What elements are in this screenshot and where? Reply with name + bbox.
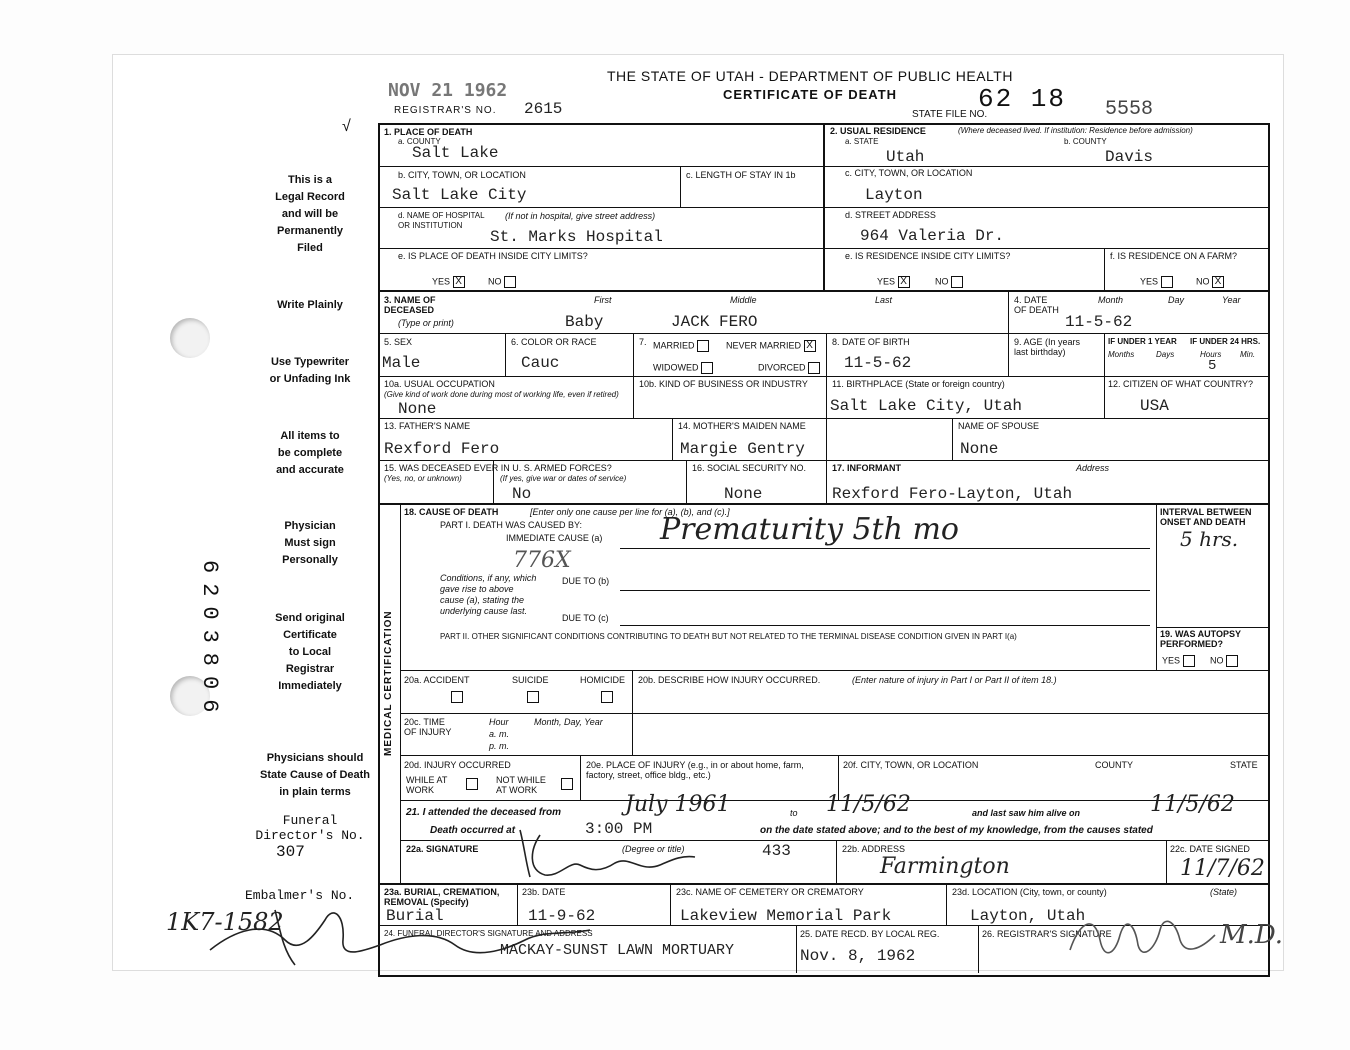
value-street-address: 964 Valeria Dr.	[860, 227, 1005, 245]
label-informant-address: Address	[1076, 463, 1110, 473]
farm-yes: YES	[1140, 276, 1173, 288]
note-complete: All items to be complete and accurate	[276, 430, 344, 476]
res-city-limits-no: NO	[935, 276, 963, 288]
check-mark: √	[342, 118, 351, 135]
value-father: Rexford Fero	[384, 440, 500, 458]
state-file-label: STATE FILE NO.	[912, 109, 988, 120]
label-date-received: 25. DATE RECD. BY LOCAL REG.	[800, 929, 940, 939]
label-hours: Hours	[1200, 350, 1222, 359]
value-city: Salt Lake City	[392, 186, 527, 204]
value-hospital: St. Marks Hospital	[490, 228, 663, 246]
label-year: Year	[1222, 295, 1241, 305]
label-location: 23d. LOCATION (City, town, or county)	[952, 887, 1107, 897]
value-cemetery: Lakeview Memorial Park	[680, 907, 892, 925]
value-occupation: None	[398, 400, 437, 418]
label-burial-date: 23b. DATE	[522, 887, 566, 897]
label-address: 22b. ADDRESS	[842, 844, 906, 854]
header-subtitle: CERTIFICATE OF DEATH	[723, 87, 898, 102]
label-ssn: 16. SOCIAL SECURITY NO.	[692, 463, 807, 473]
label-injury-city: 20f. CITY, TOWN, OR LOCATION	[843, 760, 979, 770]
state-file-number: 62 18	[978, 84, 1067, 114]
value-res-city: Layton	[865, 186, 923, 204]
label-last: Last	[875, 295, 893, 305]
label-length-of-stay: c. LENGTH OF STAY IN 1b	[686, 170, 796, 180]
label-month-day-year: Month, Day, Year	[534, 717, 603, 727]
label-suicide: SUICIDE	[512, 675, 549, 685]
label-while-at-work: WHILE AT WORK	[406, 775, 448, 795]
registrar-number: 2615	[524, 100, 563, 118]
label-under-1-year: IF UNDER 1 YEAR	[1108, 337, 1177, 346]
value-res-county: Davis	[1105, 148, 1154, 166]
label-injury-occurred: 20d. INJURY OCCURRED	[404, 760, 511, 770]
value-race: Cauc	[521, 354, 560, 372]
checkbox-while-at-work	[466, 778, 478, 790]
label-injury-state: STATE	[1230, 760, 1258, 770]
received-stamp: NOV 21 1962	[388, 80, 508, 101]
label-burial: 23a. BURIAL, CREMATION, REMOVAL (Specify)	[384, 887, 500, 907]
note-usual-residence: (Where deceased lived. If institution: Residence before admission)	[958, 126, 1193, 135]
note-cause-of-death: [Enter only one cause per line for (a), (b), and (c).]	[530, 507, 730, 517]
value-name-middle: JACK FERO	[671, 313, 758, 331]
value-last-saw: 11/5/62	[1150, 792, 1235, 817]
value-mortuary: MACKAY-SUNST LAWN MORTUARY	[500, 942, 735, 959]
value-county: Salt Lake	[412, 144, 499, 162]
label-degree: (Degree or title)	[622, 844, 685, 854]
note-injury-description: (Enter nature of injury in Part I or Part II of item 18.)	[852, 675, 1057, 685]
label-hour: Hour	[489, 717, 509, 727]
registrar-signature	[1060, 900, 1220, 970]
label-part-1: PART I. DEATH WAS CAUSED BY:	[440, 520, 583, 530]
label-interval: INTERVAL BETWEEN ONSET AND DEATH	[1160, 507, 1252, 527]
value-registrar-signature: M.D.	[1220, 920, 1284, 950]
death-city-limits-yes: YES X	[432, 276, 465, 288]
label-time-of-injury: 20c. TIME OF INJURY	[404, 717, 452, 737]
death-city-limits-no: NO	[488, 276, 516, 288]
label-months: Months	[1108, 350, 1135, 359]
label-first: First	[594, 295, 612, 305]
note-conditions: Conditions, if any, which gave rise to above cause (a), stating the underlying cause last.	[440, 573, 537, 616]
value-location: Layton, Utah	[970, 907, 1086, 925]
value-physician-number: 433	[762, 842, 791, 860]
value-birthplace: Salt Lake City, Utah	[830, 397, 1023, 415]
label-death-occurred-rest: on the date stated above; and to the best of my knowledge, from the causes stated	[760, 825, 1153, 836]
label-cause-of-death: 18. CAUSE OF DEATH	[404, 507, 499, 517]
label-cemetery: 23c. NAME OF CEMETERY OR CREMATORY	[676, 887, 864, 897]
medical-certification-label: MEDICAL CERTIFICATION	[383, 610, 394, 756]
label-attended: 21. I attended the deceased from	[406, 807, 562, 818]
label-occupation: 10a. USUAL OCCUPATION	[384, 379, 495, 389]
funeral-director-signature	[205, 890, 595, 980]
note-armed-forces: (Yes, no, or unknown)	[384, 474, 462, 483]
note-hospital: (If not in hospital, give street address)	[505, 211, 656, 221]
label-location-state: (State)	[1210, 887, 1238, 897]
label-autopsy: 19. WAS AUTOPSY PERFORMED?	[1160, 629, 1241, 649]
label-citizen: 12. CITIZEN OF WHAT COUNTRY?	[1108, 379, 1254, 389]
value-date-received: Nov. 8, 1962	[800, 947, 916, 965]
value-date-signed: 11/7/62	[1180, 856, 1265, 881]
embalmer-label: Embalmer's No.	[245, 888, 355, 903]
value-cause-code: 776X	[513, 548, 571, 573]
label-race: 6. COLOR OR RACE	[511, 337, 597, 347]
value-informant: Rexford Fero-Layton, Utah	[832, 485, 1073, 503]
marital-married: MARRIED	[653, 340, 709, 352]
label-birthplace: 11. BIRTHPLACE (State or foreign country)	[832, 379, 1005, 389]
farm-no: NO X	[1196, 276, 1224, 288]
label-middle: Middle	[730, 295, 757, 305]
value-res-state: Utah	[886, 148, 925, 166]
label-res-city: c. CITY, TOWN, OR LOCATION	[845, 168, 973, 178]
label-hospital: d. NAME OF HOSPITAL OR INSTITUTION	[398, 211, 485, 230]
note-occupation: (Give kind of work done during most of working life, even if retired)	[384, 390, 619, 399]
label-res-county: b. COUNTY	[1064, 137, 1107, 146]
value-burial-date: 11-9-62	[528, 907, 596, 925]
value-attended-to: 11/5/62	[826, 792, 911, 817]
checkbox-not-at-work	[561, 778, 573, 790]
label-registrar-signature: 26. REGISTRAR'S SIGNATURE	[982, 929, 1112, 939]
label-mother: 14. MOTHER'S MAIDEN NAME	[678, 421, 806, 431]
label-name-of-deceased: 3. NAME OF DECEASED	[384, 295, 436, 315]
marital-divorced: DIVORCED	[758, 362, 820, 374]
label-res-state: a. STATE	[845, 137, 879, 146]
value-burial: Burial	[386, 907, 444, 925]
label-date-signed: 22c. DATE SIGNED	[1170, 844, 1250, 854]
label-inside-city-limits: e. IS PLACE OF DEATH INSIDE CITY LIMITS?	[398, 251, 588, 261]
embalmer-number: 1K7-1582	[166, 908, 284, 936]
physician-signature	[500, 815, 700, 885]
label-place-of-injury: 20e. PLACE OF INJURY (e.g., in or about home, farm, factory, street, office bldg., etc.)	[586, 760, 804, 780]
funeral-director-number: 307	[276, 843, 305, 861]
label-father: 13. FATHER'S NAME	[384, 421, 471, 431]
autopsy-no: NO	[1210, 655, 1238, 667]
note-legal-record: This is a Legal Record and will be Permanently Filed	[275, 174, 345, 254]
autopsy-yes: YES	[1162, 655, 1195, 667]
label-injury-county: COUNTY	[1095, 760, 1133, 770]
note-send: Send original Certificate to Local Registrar Immediately	[275, 612, 345, 692]
marital-never-married: NEVER MARRIED X	[726, 340, 816, 352]
label-accident: 20a. ACCIDENT	[404, 675, 470, 685]
label-date-of-birth: 8. DATE OF BIRTH	[832, 337, 910, 347]
note-typewriter: Use Typewriter or Unfading Ink	[269, 356, 351, 385]
label-age: 9. AGE (In years last birthday)	[1014, 337, 1081, 357]
value-armed-forces: No	[512, 485, 532, 503]
label-under-24-hours: IF UNDER 24 HRS.	[1190, 337, 1261, 346]
label-last-saw: and last saw him alive on	[972, 808, 1081, 818]
checkbox-homicide	[601, 691, 613, 703]
label-injury-description: 20b. DESCRIBE HOW INJURY OCCURRED.	[638, 675, 821, 685]
state-file-suffix: 5558	[1105, 98, 1154, 121]
checkbox-accident	[451, 691, 463, 703]
res-city-limits-yes: YES X	[877, 276, 910, 288]
label-marital: 7.	[639, 337, 647, 347]
value-citizen: USA	[1140, 397, 1169, 415]
funeral-director-label: Funeral Director's No.	[255, 813, 365, 843]
label-am: a. m.	[489, 729, 510, 739]
label-day: Day	[1168, 295, 1185, 305]
value-interval: 5 hrs.	[1180, 527, 1239, 551]
label-informant: 17. INFORMANT	[832, 463, 902, 473]
punch-hole-top	[170, 318, 210, 358]
label-armed-forces: 15. WAS DECEASED EVER IN U. S. ARMED FORCES?	[384, 463, 612, 473]
label-days: Days	[1156, 350, 1175, 359]
label-place-of-death: 1. PLACE OF DEATH	[384, 127, 473, 137]
value-age-hours: 5	[1208, 358, 1217, 374]
label-pm: p. m.	[489, 741, 510, 751]
label-farm: f. IS RESIDENCE ON A FARM?	[1110, 251, 1238, 261]
label-due-to-b: DUE TO (b)	[562, 576, 610, 586]
value-death-time: 3:00 PM	[585, 820, 653, 838]
label-street-address: d. STREET ADDRESS	[845, 210, 936, 220]
value-immediate-cause: Prematurity 5th mo	[660, 512, 959, 547]
value-date-of-death: 11-5-62	[1065, 313, 1133, 331]
label-signature: 22a. SIGNATURE	[406, 844, 479, 854]
label-immediate-cause: IMMEDIATE CAUSE (a)	[506, 533, 603, 543]
value-name-first: Baby	[565, 313, 604, 331]
label-minutes: Min.	[1240, 350, 1256, 359]
value-ssn: None	[724, 485, 763, 503]
note-write-plainly: Write Plainly	[277, 299, 343, 311]
label-usual-residence: 2. USUAL RESIDENCE	[830, 126, 926, 136]
header-title: THE STATE OF UTAH - DEPARTMENT OF PUBLIC HEALTH	[607, 68, 1013, 84]
label-spouse: NAME OF SPOUSE	[958, 421, 1040, 431]
value-date-of-birth: 11-5-62	[844, 354, 912, 372]
value-mother: Margie Gentry	[680, 440, 805, 458]
label-sex: 5. SEX	[384, 337, 413, 347]
label-date-of-death: 4. DATE OF DEATH	[1014, 295, 1059, 315]
note-cause: Physicians should State Cause of Death in plain terms	[259, 752, 371, 798]
side-serial-number: 6203806	[197, 560, 222, 723]
value-sex: Male	[382, 354, 421, 372]
label-city: b. CITY, TOWN, OR LOCATION	[398, 170, 526, 180]
label-to: to	[790, 808, 798, 818]
registrar-label: REGISTRAR'S NO.	[394, 105, 497, 116]
label-county: a. COUNTY	[398, 137, 441, 146]
checkbox-suicide	[527, 691, 539, 703]
label-not-while-at-work: NOT WHILE AT WORK	[496, 775, 546, 795]
label-funeral-director: 24. FUNERAL DIRECTOR'S SIGNATURE AND ADDRESS	[384, 929, 593, 938]
value-attended-from: July 1961	[625, 792, 731, 817]
note-physician: Physician Must sign Personally	[282, 520, 338, 566]
marital-widowed: WIDOWED	[653, 362, 713, 374]
label-res-city-limits: e. IS RESIDENCE INSIDE CITY LIMITS?	[845, 251, 1011, 261]
label-homicide: HOMICIDE	[580, 675, 625, 685]
label-business: 10b. KIND OF BUSINESS OR INDUSTRY	[639, 379, 808, 389]
label-part-2: PART II. OTHER SIGNIFICANT CONDITIONS CONTRIBUTING TO DEATH BUT NOT RELATED TO THE TERMINAL DISEASE CONDITION GIVEN IN PART I(a)	[440, 632, 1017, 641]
label-due-to-c: DUE TO (c)	[562, 613, 609, 623]
value-spouse: None	[960, 440, 999, 458]
note-armed-forces-dates: (If yes, give war or dates of service)	[500, 474, 627, 483]
label-death-occurred: Death occurred at	[430, 825, 516, 836]
value-address: Farmington	[880, 854, 1010, 879]
note-name: (Type or print)	[398, 318, 454, 328]
label-month: Month	[1098, 295, 1124, 305]
